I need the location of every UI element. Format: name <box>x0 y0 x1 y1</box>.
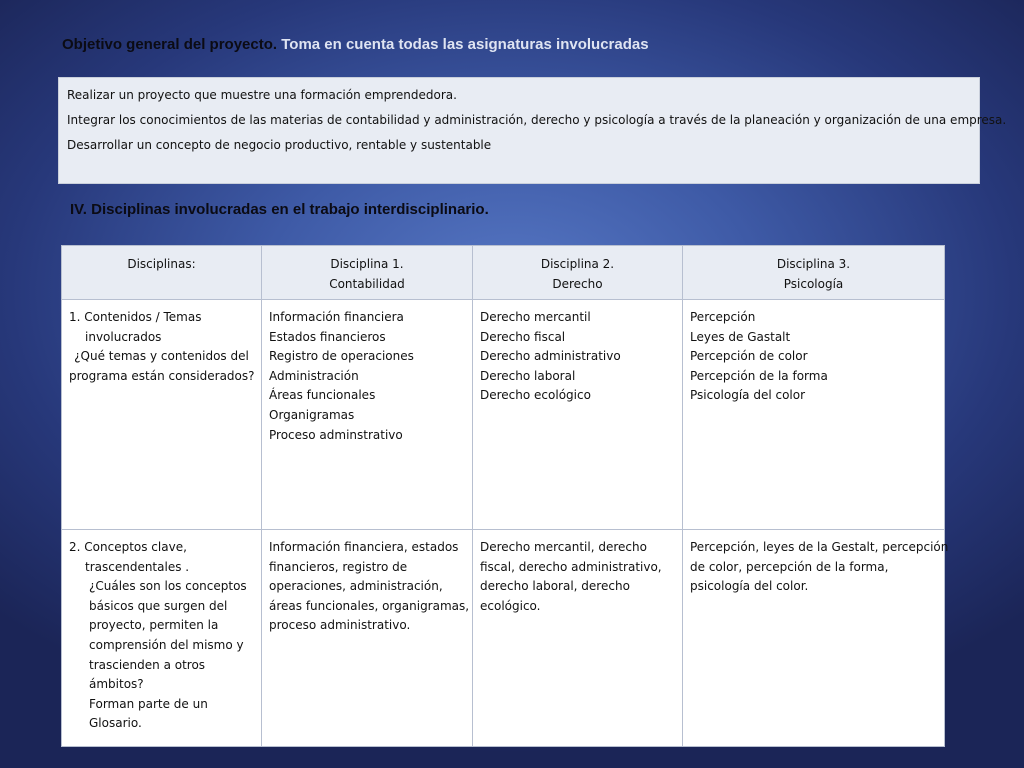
objectives-box <box>58 77 1007 184</box>
objective-item: Desarrollar un concepto de negocio productivo, rentable y sustentable <box>67 138 492 152</box>
header-cell-disciplina-3: Disciplina 3. Psicología <box>683 246 945 300</box>
cell-contabilidad-conceptos: Información financiera, estados financieros, registro de operaciones, administración, áreas funcionales, organigramas, proceso administrativo. <box>262 530 473 747</box>
cell-contabilidad-temas: Información financiera Estados financieros Registro de operaciones Administración Áreas funcionales Organigramas Proceso adminstrativo <box>262 300 473 530</box>
cell-psicologia-conceptos: Percepción, leyes de la Gestalt, percepción de color, percepción de la forma, psicología del color. <box>683 530 945 747</box>
objective-item: Realizar un proyecto que muestre una formación emprendedora. <box>67 88 457 102</box>
objective-heading-title: Objetivo general del proyecto. <box>62 36 278 53</box>
table-row-conceptos <box>62 530 945 747</box>
header-cell-disciplina-2: Disciplina 2. Derecho <box>473 246 683 300</box>
objective-heading <box>62 36 649 53</box>
row-label-conceptos: 2. Conceptos clave, trascendentales . ¿Cuáles son los conceptos básicos que surgen del proyecto, permiten la comprensión del mismo y trascienden a otros ámbitos? Forman parte de un Glosario. <box>62 530 262 747</box>
cell-derecho-temas: Derecho mercantil Derecho fiscal Derecho administrativo Derecho laboral Derecho ecológico <box>473 300 683 530</box>
header-cell-disciplina-1: Disciplina 1. Contabilidad <box>262 246 473 300</box>
objective-heading-subtitle: Toma en cuenta todas las asignaturas involucradas <box>277 36 649 53</box>
cell-psicologia-temas: Percepción Leyes de Gastalt Percepción de color Percepción de la forma Psicología del color <box>683 300 945 530</box>
cell-derecho-conceptos: Derecho mercantil, derecho fiscal, derecho administrativo, derecho laboral, derecho ecológico. <box>473 530 683 747</box>
disciplines-table <box>61 245 949 747</box>
objective-item: Integrar los conocimientos de las materias de contabilidad y administración, derecho y psicología a través de la planeación y organización de una empresa. <box>67 113 1007 127</box>
row-label-contenidos: 1. Contenidos / Temas involucrados ¿Qué temas y contenidos del programa están considerados? <box>62 300 262 530</box>
table-header-row <box>62 246 945 300</box>
table-row-contenidos <box>62 300 945 530</box>
disciplines-heading: IV. Disciplinas involucradas en el trabajo interdisciplinario. <box>70 201 489 218</box>
header-cell-disciplinas: Disciplinas: <box>62 246 262 300</box>
